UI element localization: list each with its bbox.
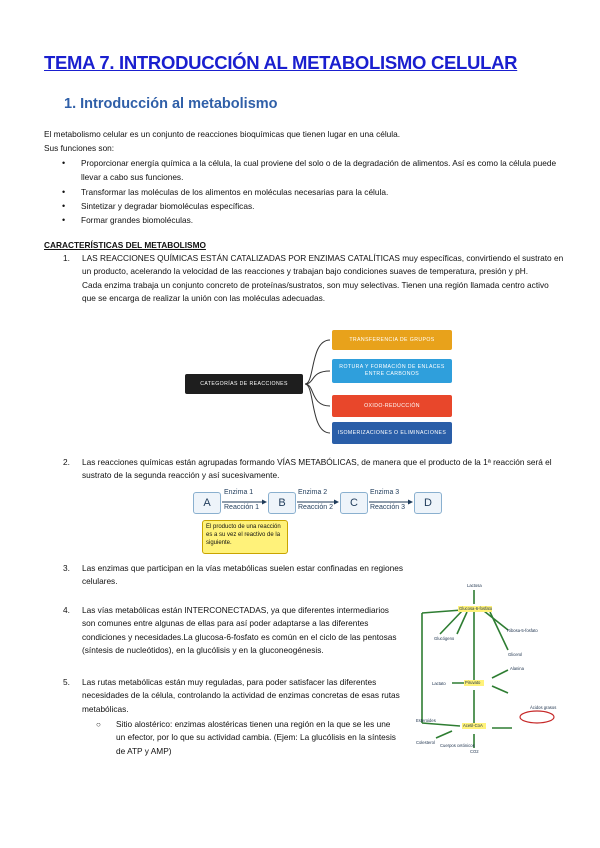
metabolic-pathway-diagram (412, 578, 572, 756)
intro-block (44, 127, 564, 228)
list-item: • Transformar las moléculas de los alimentos en moléculas necesarias para la célula. (62, 185, 562, 199)
category-box: TRANSFERENCIA DE GRUPOS (332, 330, 452, 350)
chain-node: D (414, 492, 442, 514)
pathway-label: Lactato (432, 681, 446, 686)
root-category: CATEGORÍAS DE REACCIONES (185, 374, 303, 394)
reaction-categories-diagram (185, 327, 455, 445)
category-box: OXIDO-REDUCCIÓN (332, 395, 452, 417)
item-number: 2. (63, 457, 70, 467)
pathway-label: CO2 (470, 749, 479, 754)
category-box: ROTURA Y FORMACIÓN DE ENLACES ENTRE CARBONOS (332, 359, 452, 383)
pathway-label: Acetil-CoA (463, 723, 483, 728)
pathway-label: Glucógeno (434, 636, 455, 641)
list-item: • Proporcionar energía química a la célula, la cual proviene del solo o de la degradación de alimentos. Así es como la célula puede llevar a cabo sus funciones. (62, 156, 562, 185)
subitem-text: Sitio alostérico: enzimas alostéricas tienen una región en la que se les une un efector, por lo que su actividad cambia. (Ejem: La glucólisis en la síntesis de ATP y AMP) (116, 719, 396, 756)
intro-line: Sus funciones son: (44, 143, 115, 154)
item-text: Las rutas metabólicas están muy reguladas, para poder satisfacer las diferentes necesidades de la célula, controlando la actividad de enzimas concretas de esas rutas metabólicas. (82, 677, 400, 714)
sub-list-item (96, 718, 400, 758)
pathway-label: Glucosa-6-fosfato (459, 606, 493, 611)
intro-line: El metabolismo celular es un conjunto de reacciones bioquímicas que tienen lugar en una célula. (44, 129, 401, 139)
pathway-chain-diagram (190, 487, 450, 557)
chain-node: C (340, 492, 368, 514)
list-item: • Formar grandes biomoléculas. (62, 213, 562, 227)
item-text: Las reacciones químicas están agrupadas formando VÍAS METABÓLICAS, de manera que el producto de la 1ª reacción será el sustrato de la segunda reacción y así sucesivamente. (82, 457, 552, 481)
pathway-label: Cuerpos cetónicos (440, 743, 475, 748)
item-number: 5. (63, 677, 70, 687)
item-text: LAS REACCIONES QUÍMICAS ESTÁN CATALIZADAS POR ENZIMAS CATALÍTICAS muy específicas, convirtiendo el sustrato en un producto, acelerando la velocidad de las reacciones y trabajan bajo condiciones suaves de temperatura, presión y pH. (82, 253, 564, 277)
pathway-label: Glicerol (508, 652, 523, 657)
page-title: TEMA 7. INTRODUCCIÓN AL METABOLISMO CELULAR (44, 52, 518, 73)
bullet-circle: ○ (96, 720, 101, 729)
enzyme-label: Enzima 1 (224, 489, 254, 496)
pathway-label: Ribosa-5-fosfato (507, 628, 538, 633)
category-box: ISOMERIZACIONES O ELIMINACIONES (332, 422, 452, 444)
item-number: 1. (63, 253, 70, 263)
chain-node: B (268, 492, 296, 514)
item-number: 4. (63, 605, 70, 615)
reaction-label: Reacción 2 (298, 504, 334, 511)
section-heading: 1. Introducción al metabolismo (64, 96, 278, 112)
reaction-label: Reacción 1 (224, 504, 260, 511)
enzyme-label: Enzima 3 (370, 489, 400, 496)
note-box: El producto de una reacción es a su vez el reactivo de la siguiente. (202, 520, 288, 554)
pathway-label: Alanina (510, 666, 524, 671)
pathway-label: Lactosa (467, 583, 482, 588)
item-number: 3. (63, 563, 70, 573)
pathway-label: Piruvato (465, 680, 481, 685)
pathway-label: Ácidos grasos (530, 705, 557, 710)
enzyme-label: Enzima 2 (298, 489, 328, 496)
item-text: Las vías metabólicas están INTERCONECTADAS, ya que diferentes intermediarios son comunes entre algunas de ellas para así poder adaptarse a las diferentes condiciones y necesidades.La glucosa-6-fosfato es común en el ciclo de las pentosas (síntesis de nucleótidos), en la glucólisis y en la gluconeogénesis. (82, 605, 397, 656)
chain-node: A (193, 492, 221, 514)
list-item: • Sintetizar y degradar biomoléculas específicas. (62, 199, 562, 213)
pathway-label: Esteroides (416, 718, 436, 723)
item-text: Cada enzima trabaja un conjunto concreto de proteínas/sustratos, son muy selectivas. Tienen una región llamada centro activo que se encarga de realizar la unión con las moléculas adecuadas. (82, 279, 549, 304)
item-text: Las enzimas que participan en la vías metabólicas suelen estar confinadas en regiones celulares. (82, 563, 404, 587)
subsection-heading: CARACTERÍSTICAS DEL METABOLISMO (44, 240, 206, 250)
pathway-lines (412, 578, 572, 756)
reaction-label: Reacción 3 (370, 504, 406, 511)
pathway-label: Colesterol (416, 740, 435, 745)
